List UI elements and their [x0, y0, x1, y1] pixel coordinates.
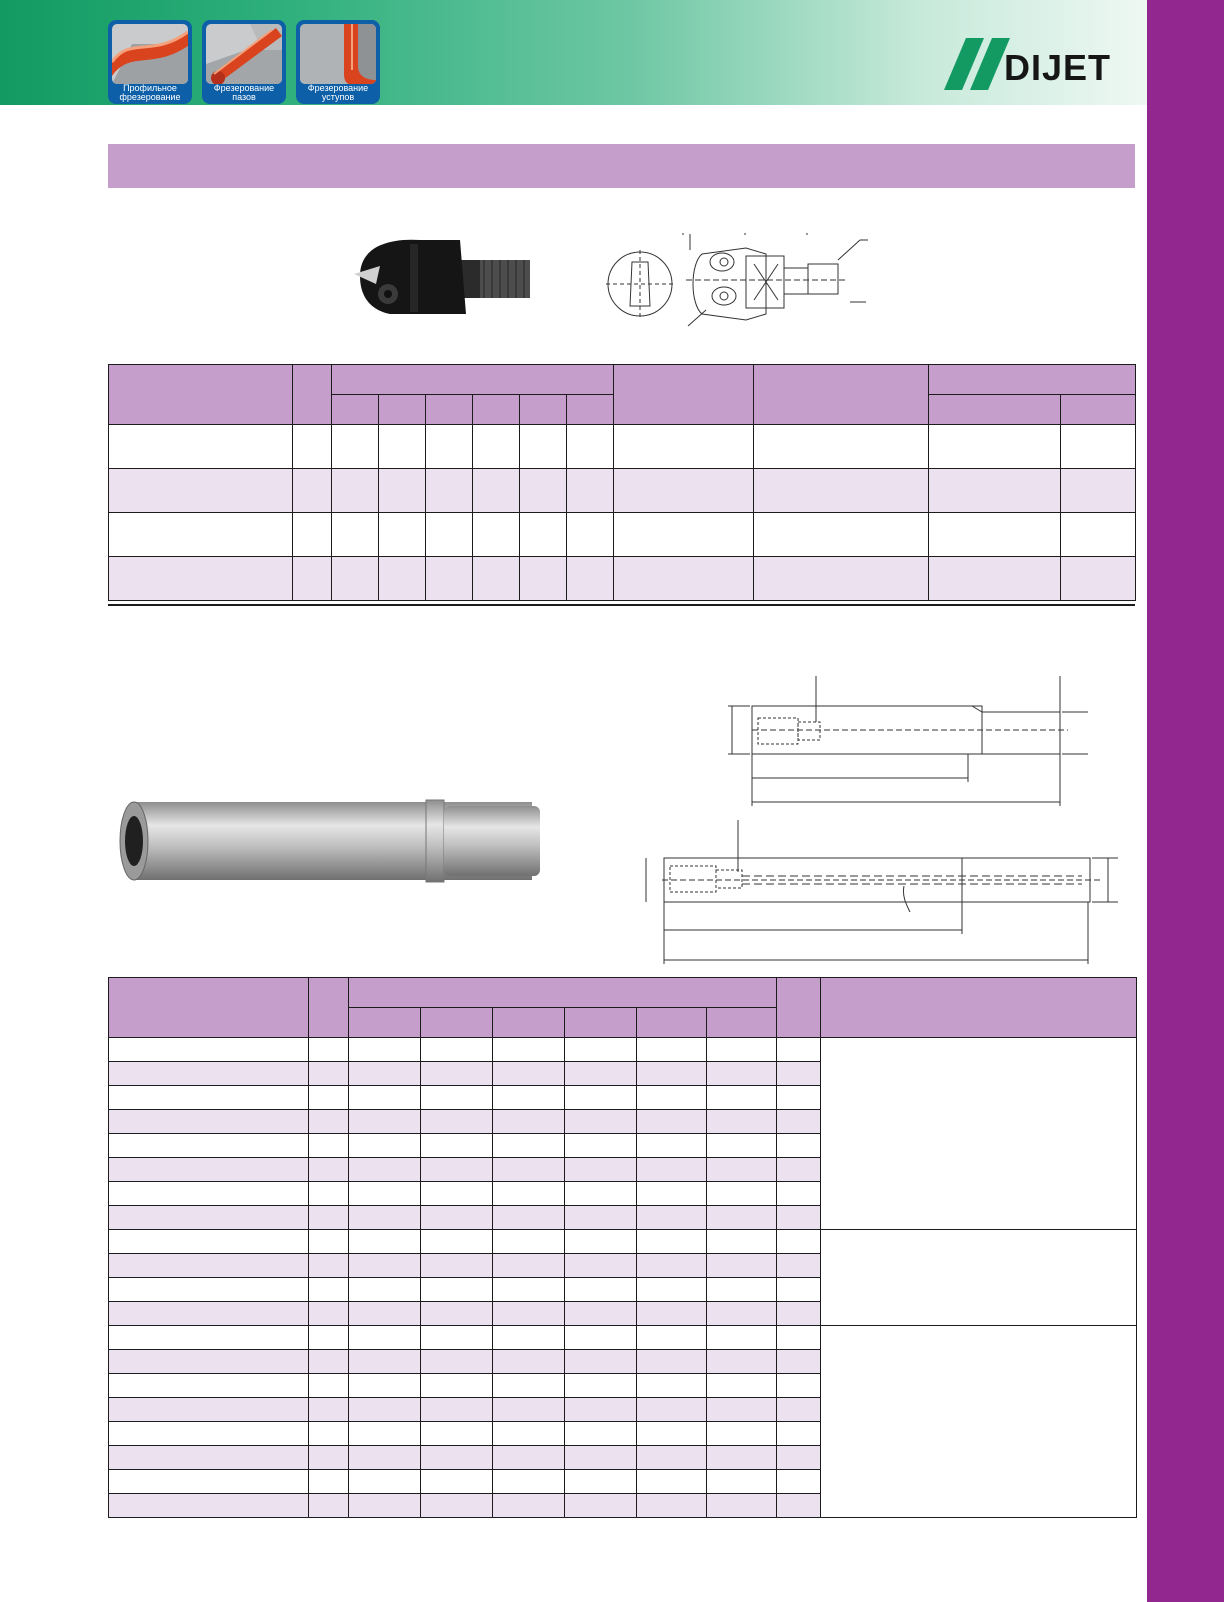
table2-grid [108, 977, 1137, 1518]
arbor-shank-photo [112, 792, 568, 898]
side-color-bar [1147, 0, 1224, 1602]
dijet-logo [944, 38, 1134, 90]
table1-grid [108, 364, 1136, 601]
table-row [109, 513, 1136, 557]
table-row [109, 469, 1136, 513]
badge-caption: Фрезерование пазов [213, 83, 275, 102]
slot-milling-icon [206, 24, 282, 84]
milling-head-photo [350, 236, 540, 318]
table-row [109, 1326, 1137, 1350]
badge-slot-milling [202, 20, 286, 104]
profile-milling-icon [112, 24, 188, 84]
arbor-drawing-short [728, 676, 1098, 812]
badge-caption: Фрезерование уступов [307, 83, 369, 102]
badge-profile-milling [108, 20, 192, 104]
table-row [109, 425, 1136, 469]
merged-group-cell [821, 1230, 1137, 1326]
table-row [109, 1230, 1137, 1254]
logo-wordmark: DIJET [1004, 47, 1112, 88]
milling-head-drawing [606, 224, 876, 334]
badge-caption: Профильное фрезерование [119, 83, 181, 102]
table-row [109, 557, 1136, 601]
merged-group-cell [821, 1038, 1137, 1230]
merged-group-cell [821, 1326, 1137, 1518]
shoulder-milling-icon [300, 24, 376, 84]
badge-shoulder-milling [296, 20, 380, 104]
table-row [109, 1038, 1137, 1062]
section-title-band [108, 144, 1135, 188]
arbor-drawing-long [642, 820, 1120, 966]
